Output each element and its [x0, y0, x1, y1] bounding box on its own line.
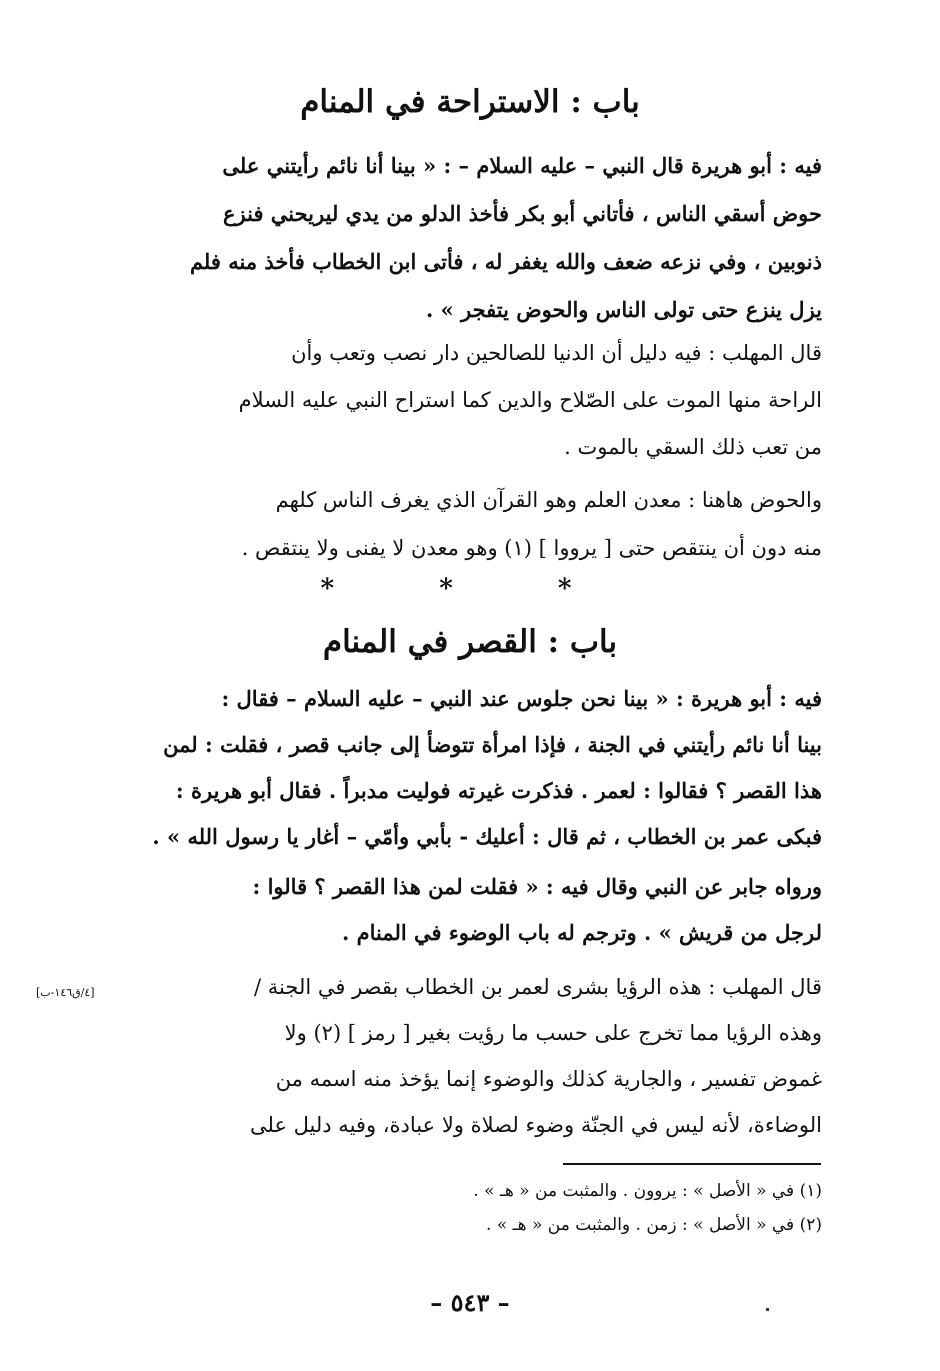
text-line: قال المهلب : فيه دليل أن الدنيا للصالحين دار نصب وتعب وأن — [291, 341, 822, 365]
text-line: من تعب ذلك السقي بالموت . — [564, 435, 822, 459]
text-line: فيه : أبو هريرة قال النبي – عليه السلام – : « بينا أنا نائم رأيتني على — [222, 153, 822, 178]
text-line: بينا أنا نائم رأيتني في الجنة ، فإذا امرأة تتوضأ إلى جانب قصر ، فقلت : لمن — [163, 732, 822, 757]
hadith-text-rest — [132, 142, 822, 334]
text-line: والحوض هاهنا : معدن العلم وهو القرآن الذي يغرف الناس كلهم — [275, 488, 822, 512]
riwaya-jabir — [132, 864, 822, 956]
footnote-divider — [563, 1163, 821, 1165]
text-line: حوض أسقي الناس ، فأتاني أبو بكر فأخذ الدلو من يدي ليريحني فنزع — [222, 201, 822, 226]
text-line: يزل ينزع حتى تولى الناس والحوض يتفجر » . — [425, 297, 822, 322]
footnote-item: (٢) في « الأصل » : زمن . والمثبت من « هـ » . — [486, 1215, 822, 1235]
text-line: الوضاءة، لأنه ليس في الجنّة وضوء لصلاة ولا عبادة، وفيه دليل على — [249, 1113, 822, 1137]
commentary-muhallab-1 — [132, 330, 822, 471]
text-line: فبكى عمر بن الخطاب ، ثم قال : أعليك - بأبي وأمّي – أغار يا رسول الله » . — [152, 824, 822, 849]
chapter-heading-rest-in-dream: باب : الاستراحة في المنام — [300, 84, 640, 120]
text-line: قال المهلب : هذه الرؤيا بشرى لعمر بن الخطاب بقصر في الجنة / — [254, 975, 822, 999]
section-separator: * * * — [320, 574, 620, 604]
commentary-hawd — [132, 476, 822, 572]
page-number: – ٥٤٣ – — [430, 1288, 510, 1317]
text-line: الراحة منها الموت على الصّلاح والدين كما استراح النبي عليه السلام — [238, 388, 822, 412]
commentary-muhallab-2 — [132, 964, 822, 1148]
manuscript-margin-reference: [٤/ق١٤٦-ب] — [36, 986, 95, 999]
text-line: هذا القصر ؟ فقالوا : لعمر . فذكرت غيرته فوليت مدبراً . فقال أبو هريرة : — [175, 778, 822, 803]
text-line: وهذه الرؤيا مما تخرج على حسب ما رؤيت بغير [ رمز ] (٢) ولا — [284, 1021, 822, 1045]
hadith-text-palace — [132, 676, 822, 860]
footnotes — [132, 1174, 822, 1242]
text-line: لرجل من قريش » . وترجم له باب الوضوء في المنام . — [341, 920, 822, 945]
text-line: ورواه جابر عن النبي وقال فيه : « فقلت لمن هذا القصر ؟ قالوا : — [252, 874, 822, 899]
text-line: ذنوبين ، وفي نزعه ضعف والله يغفر له ، فأتى ابن الخطاب فأخذ منه فلم — [189, 249, 822, 274]
print-mark — [766, 1308, 769, 1311]
text-line: فيه : أبو هريرة : « بينا نحن جلوس عند النبي – عليه السلام – فقال : — [221, 686, 822, 711]
text-line: منه دون أن ينتقص حتى [ يرووا ] (١) وهو معدن لا يفنى ولا ينتقص . — [241, 536, 822, 560]
footnote-item: (١) في « الأصل » : يروون . والمثبت من « هـ » . — [473, 1181, 822, 1201]
chapter-heading-palace-in-dream: باب : القصر في المنام — [322, 624, 618, 660]
text-line: غموض تفسير ، والجارية كذلك والوضوء إنما يؤخذ منه اسمه من — [275, 1067, 822, 1091]
